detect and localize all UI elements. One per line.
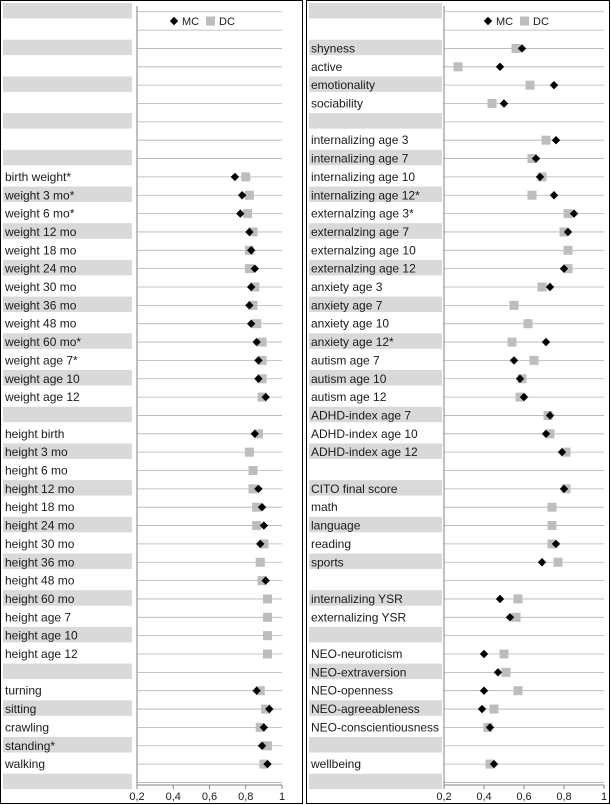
dc-marker — [256, 558, 265, 567]
x-tick-label: 0,2 — [129, 791, 145, 803]
row-label: math — [311, 500, 338, 515]
dc-marker — [548, 521, 557, 530]
right-panel — [309, 3, 607, 803]
dc-marker — [514, 594, 523, 603]
mc-marker — [542, 338, 550, 346]
row-label: internalizing YSR — [311, 591, 403, 606]
mc-marker — [480, 687, 488, 695]
row-label: autism age 7 — [311, 353, 380, 368]
row-label: wellbeing — [311, 757, 362, 772]
dc-marker — [542, 136, 551, 145]
row-band — [3, 76, 132, 92]
dc-marker — [548, 503, 557, 512]
mc-marker — [496, 63, 504, 71]
dc-marker — [245, 448, 254, 457]
dc-marker — [502, 668, 511, 677]
row-label: weight 36 mo — [5, 298, 77, 313]
row-label: weight 3 mo* — [5, 188, 75, 203]
mc-marker — [231, 173, 239, 181]
legend-mc-marker — [170, 17, 178, 25]
row-label: height 36 mo — [5, 555, 75, 570]
dc-marker — [249, 466, 258, 475]
row-label: externalzing age 7 — [311, 224, 410, 239]
row-label: height 18 mo — [5, 500, 75, 515]
row-label: weight 12 mo — [5, 224, 77, 239]
row-band — [3, 774, 132, 790]
mc-marker — [478, 705, 486, 713]
dc-marker — [263, 650, 272, 659]
row-label: NEO-extraversion — [311, 665, 407, 680]
row-band — [309, 627, 442, 643]
row-label: weight age 12 — [5, 390, 80, 405]
mc-marker — [550, 191, 558, 199]
row-label: NEO-neuroticism — [311, 647, 403, 661]
mc-marker — [496, 595, 504, 603]
row-label: language — [311, 518, 361, 533]
x-tick-label: 0,6 — [516, 791, 532, 803]
row-label: height 48 mo — [5, 573, 75, 588]
x-tick-label: 0,4 — [165, 791, 181, 803]
legend-mc-label: MC — [182, 16, 200, 28]
row-label: weight 6 mo* — [5, 206, 75, 221]
mc-marker — [538, 558, 546, 566]
row-label: height 60 mo — [5, 591, 75, 606]
dc-marker — [454, 62, 463, 71]
row-label: shyness — [311, 41, 356, 56]
row-label: reading — [311, 536, 352, 551]
dc-marker — [263, 631, 272, 640]
x-tick-label: 1 — [278, 791, 286, 803]
dc-marker — [508, 338, 517, 347]
row-label: height 3 mo — [5, 445, 68, 460]
mc-marker — [500, 99, 508, 107]
dc-marker — [263, 594, 272, 603]
row-label: sitting — [5, 702, 37, 717]
row-band — [309, 113, 442, 129]
row-label: externalizing YSR — [311, 610, 407, 625]
row-label: internalizing age 3 — [311, 133, 409, 148]
row-label: internalizing age 10 — [311, 169, 416, 184]
row-label: emotionality — [311, 78, 376, 93]
row-label: weight 60 mo* — [5, 335, 82, 350]
x-tick-label: 1 — [600, 791, 608, 803]
dc-marker — [564, 246, 573, 255]
legend-dc-marker — [206, 17, 215, 26]
row-label: height 12 mo — [5, 481, 75, 496]
dc-marker — [488, 99, 497, 108]
row-label: standing* — [5, 738, 56, 753]
mc-marker — [494, 668, 502, 676]
dc-marker — [554, 558, 563, 567]
mc-marker — [510, 356, 518, 364]
mc-marker — [550, 81, 558, 89]
row-label: turning — [5, 683, 42, 698]
x-tick-label: 0,2 — [436, 791, 452, 803]
row-label: height 24 mo — [5, 518, 75, 533]
row-label: internalizing age 7 — [311, 151, 409, 166]
row-band — [3, 407, 132, 423]
row-label: height birth — [5, 426, 65, 441]
dc-marker — [490, 705, 499, 714]
row-label: height 30 mo — [5, 536, 75, 551]
row-label: birth weight* — [5, 169, 72, 184]
dc-marker — [241, 172, 250, 181]
row-label: CITO final score — [311, 481, 398, 496]
row-label: height age 12 — [5, 647, 78, 661]
row-band — [309, 774, 442, 790]
row-label: crawling — [5, 720, 50, 735]
row-band — [309, 737, 442, 753]
row-label: anxiety age 3 — [311, 280, 383, 294]
row-label: NEO-openness — [311, 683, 394, 698]
row-band — [3, 664, 132, 680]
row-label: active — [311, 59, 343, 74]
dc-marker — [530, 356, 539, 365]
row-label: walking — [5, 757, 46, 772]
legend-dc-label: DC — [533, 16, 549, 28]
row-label: anxiety age 12* — [311, 335, 394, 350]
dc-marker — [538, 283, 547, 292]
row-band — [309, 3, 442, 19]
row-label: autism age 12 — [311, 390, 387, 405]
dc-marker — [524, 319, 533, 328]
dc-marker — [263, 613, 272, 622]
row-label: height 6 mo — [5, 463, 68, 478]
row-label: weight 48 mo — [5, 316, 77, 331]
row-label: weight 24 mo — [5, 261, 77, 276]
x-tick-label: 0,6 — [201, 791, 218, 803]
mc-marker — [480, 650, 488, 658]
row-band — [3, 150, 132, 166]
row-label: ADHD-index age 12 — [311, 445, 418, 460]
legend-dc-marker — [520, 17, 529, 26]
row-label: NEO-conscientiousness — [311, 720, 440, 735]
row-label: weight age 10 — [5, 371, 80, 386]
dc-marker — [514, 686, 523, 695]
legend-mc-label: MC — [496, 16, 514, 28]
row-label: anxiety age 10 — [311, 316, 390, 331]
row-label: NEO-agreeableness — [311, 702, 420, 717]
row-band — [3, 40, 132, 56]
x-tick-label: 0,4 — [476, 791, 492, 803]
row-label: externalzing age 12 — [311, 261, 416, 276]
legend-dc-label: DC — [219, 16, 235, 28]
legend-mc-marker — [484, 17, 492, 25]
row-label: sports — [311, 555, 344, 570]
dc-marker — [510, 301, 519, 310]
row-label: ADHD-index age 10 — [311, 426, 418, 441]
row-label: height age 7 — [5, 610, 72, 625]
row-label: sociability — [311, 96, 364, 111]
x-tick-label: 0,8 — [556, 791, 572, 803]
row-label: externalzing age 3* — [311, 206, 414, 221]
row-label: height age 10 — [5, 628, 78, 643]
row-label: internalizing age 12* — [311, 188, 420, 203]
x-tick-label: 0,8 — [238, 791, 254, 803]
row-label: autism age 10 — [311, 371, 387, 386]
dc-marker — [500, 650, 509, 659]
left-panel — [3, 3, 285, 803]
row-band — [3, 113, 132, 129]
row-label: externalzing age 10 — [311, 243, 416, 258]
row-label: anxiety age 7 — [311, 298, 383, 313]
row-label: ADHD-index age 7 — [311, 408, 412, 423]
dc-marker — [528, 191, 537, 200]
mc-marker — [552, 136, 560, 144]
row-label: weight age 7* — [5, 353, 78, 368]
row-band — [3, 3, 132, 19]
dc-marker — [526, 81, 535, 90]
mc-marker — [546, 283, 554, 291]
row-label: weight 18 mo — [5, 243, 77, 258]
row-label: weight 30 mo — [5, 280, 77, 294]
